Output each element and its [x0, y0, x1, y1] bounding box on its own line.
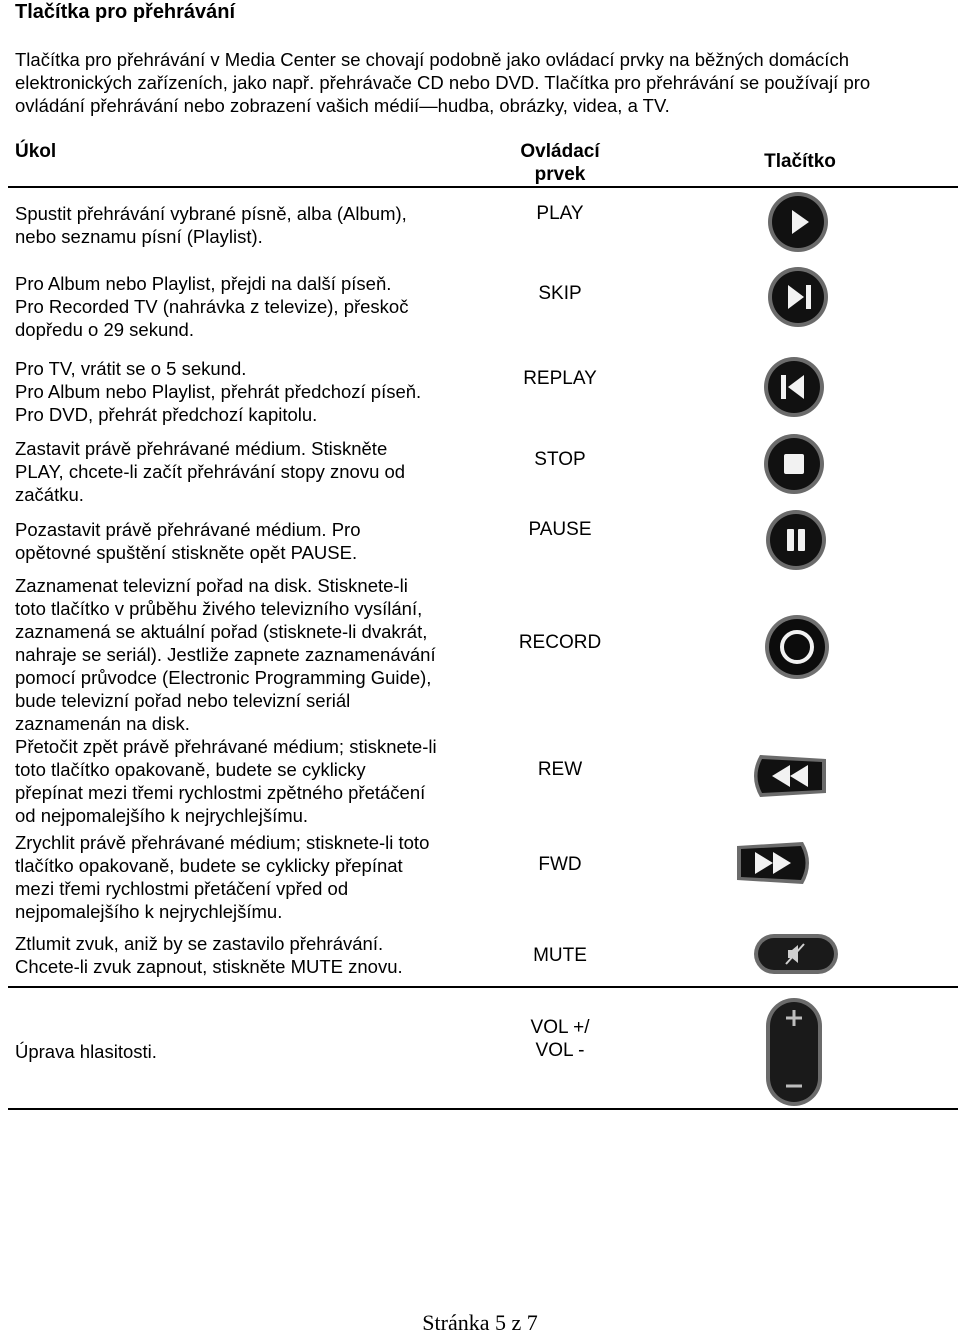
row-stop-control: STOP — [534, 449, 586, 470]
table-bottom-line — [8, 1108, 958, 1110]
row-record-control: RECORD — [518, 632, 602, 653]
header-divider — [8, 186, 958, 188]
row-volume-task: Úprava hlasitosti. — [15, 1041, 157, 1062]
intro-paragraph: Tlačítka pro přehrávání v Media Center se chovají podobně jako ovládací prvky na běžných domácích elektronických zařízeních, jako např. přehrávače CD nebo DVD. Tlačítka pro přehrávání se používají pro ovládání přehrávání nebo zobrazení vašich médií—hudba, obrázky, videa, a TV. — [15, 49, 871, 116]
skip-icon — [766, 265, 830, 329]
row-forward-task: Zrychlit právě přehrávané médium; stisknete-li toto tlačítko opakovaně, budete se cyklicky přepínat mezi třemi rychlostmi přetáčení vpřed od nejpomalejšího k nejrychlejšímu. — [15, 832, 430, 922]
row-forward-control: FWD — [538, 854, 582, 875]
row-rewind-control: REW — [537, 759, 583, 780]
record-icon — [763, 613, 831, 681]
row-replay-task: Pro TV, vrátit se o 5 sekund. Pro Album nebo Playlist, přehrát předchozí píseň. Pro DVD, přehrát předchozí kapitolu. — [15, 358, 422, 425]
volume-rocker-icon — [762, 996, 826, 1108]
pause-icon — [764, 508, 828, 572]
header-control: Ovládací prvek — [520, 141, 600, 185]
fast-forward-icon — [733, 840, 817, 886]
mute-icon — [752, 930, 840, 978]
row-stop-task: Zastavit právě přehrávané médium. Stiskněte PLAY, chcete-li začít přehrávání stopy znovu od začátku. — [15, 438, 406, 505]
header-button: Tlačítko — [764, 151, 836, 172]
row-rewind-task: Přetočit zpět právě přehrávané médium; stisknete-li toto tlačítko opakovaně, budete se cyklicky přepínat mezi třemi rychlostmi zpětného přetáčení od nejpomalejšího k nejrychlejšímu. — [15, 736, 437, 826]
row-mute-task: Ztlumit zvuk, aniž by se zastavilo přehrávání. Chcete-li zvuk zapnout, stiskněte MUTE znovu. — [15, 933, 403, 977]
row-skip-control: SKIP — [538, 283, 582, 304]
row-volume-control: VOL +/ VOL - — [530, 1017, 590, 1061]
row-play-control: PLAY — [536, 203, 584, 224]
page-title: Tlačítka pro přehrávání — [15, 1, 236, 23]
row-divider — [8, 986, 958, 988]
rewind-icon — [746, 753, 830, 799]
row-skip-task: Pro Album nebo Playlist, přejdi na další píseň. Pro Recorded TV (nahrávka z televize), přeskoč dopředu o 29 sekund. — [15, 273, 409, 340]
row-pause-task: Pozastavit právě přehrávané médium. Pro opětovné spuštění stiskněte opět PAUSE. — [15, 519, 361, 563]
stop-icon — [762, 432, 826, 496]
row-play-task: Spustit přehrávání vybrané písně, alba (Album), nebo seznamu písní (Playlist). — [15, 203, 407, 247]
header-task: Úkol — [15, 141, 57, 162]
row-mute-control: MUTE — [533, 945, 587, 966]
play-icon — [766, 190, 830, 254]
page-footer: Stránka 5 z 7 — [422, 1310, 538, 1335]
row-pause-control: PAUSE — [528, 519, 592, 540]
row-record-task: Zaznamenat televizní pořad na disk. Stisknete-li toto tlačítko v průběhu živého televizního vysílání, zaznamená se aktuální pořad (stisknete-li dvakrát, nahraje se seriál). Jestliže zapnete zaznamenávání pomocí průvodce (Electronic Programming Guide), bude televizní pořad nebo televizní seriál zaznamenán na disk. — [15, 575, 436, 734]
replay-icon — [762, 355, 826, 419]
row-replay-control: REPLAY — [523, 368, 597, 389]
